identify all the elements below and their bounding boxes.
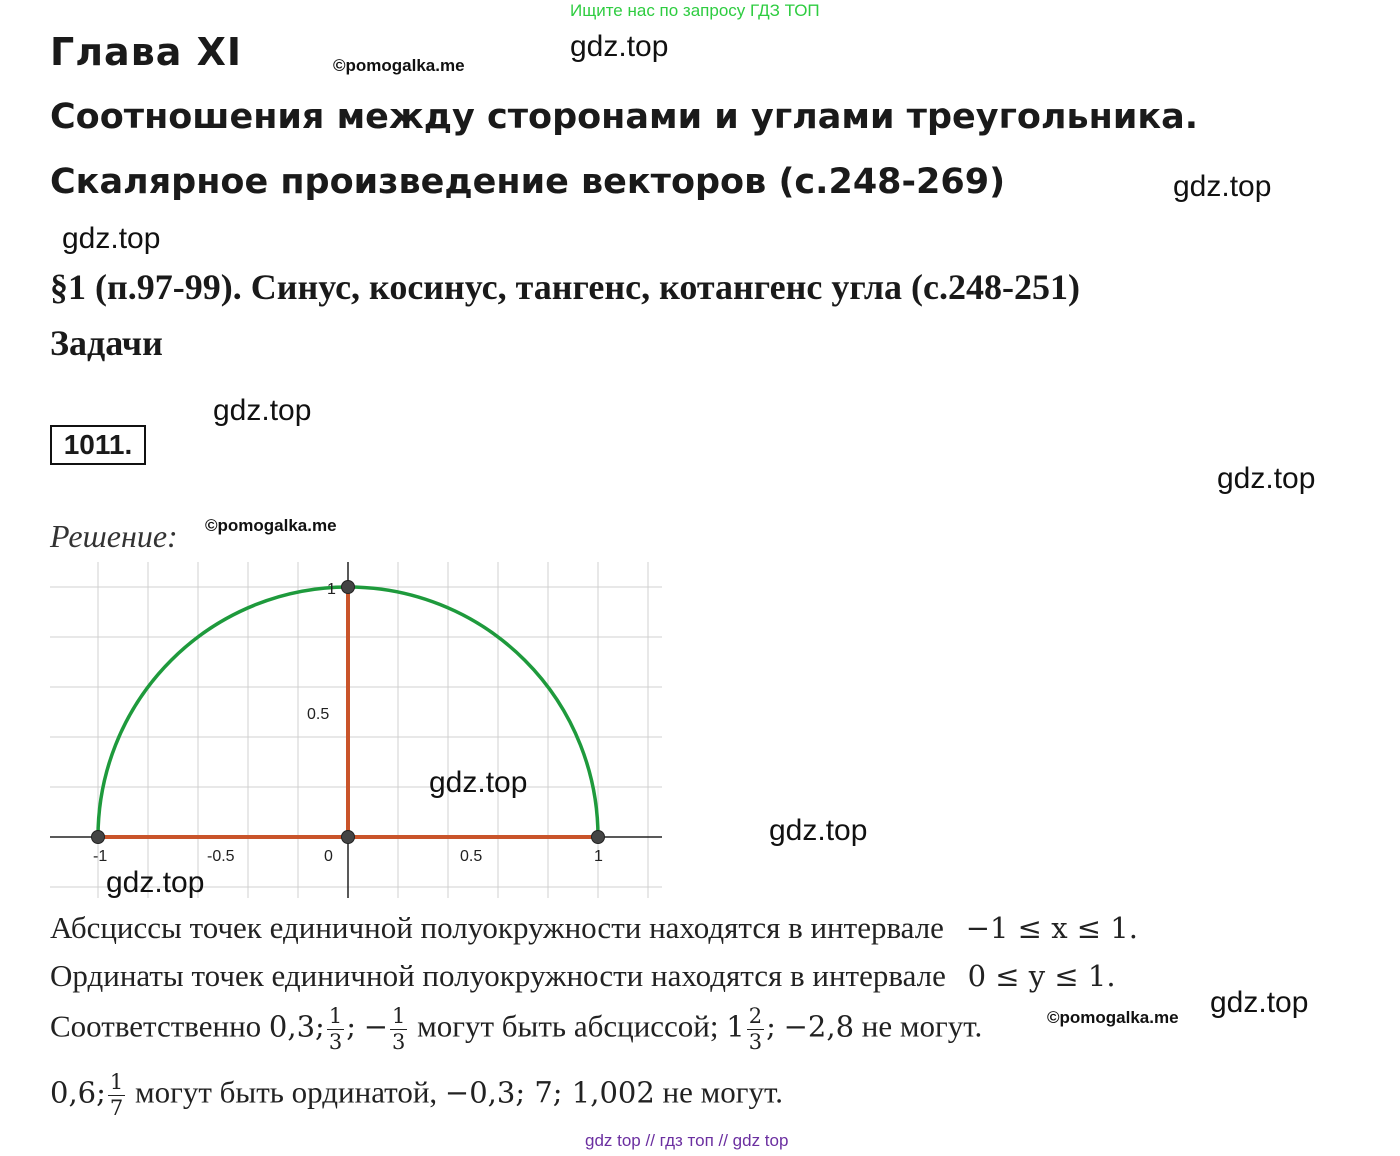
gdz-watermark: gdz.top — [213, 394, 312, 427]
fraction-two-thirds: $\frac{2}{3}$ — [748, 1004, 763, 1054]
chapter-title: Глава XI — [50, 30, 243, 74]
gdz-watermark: gdz.top — [429, 766, 528, 799]
copyright-watermark: ©pomogalka.me — [333, 56, 465, 75]
gdz-watermark: gdz.top — [570, 30, 669, 63]
gdz-watermark: gdz.top — [1210, 986, 1309, 1019]
grid-lines — [50, 562, 662, 898]
gdz-watermark: gdz.top — [106, 866, 205, 899]
tick-label-y-1: 1 — [327, 581, 336, 598]
gdz-watermark: gdz.top — [62, 222, 161, 255]
ordinate-text: Ординаты точек единичной полуокружности находятся в интервале — [50, 958, 946, 993]
ordinate-values-line — [50, 1070, 783, 1121]
gdz-watermark: gdz.top — [1217, 462, 1316, 495]
tick-label-x-1: 1 — [594, 848, 603, 865]
values-not-ordinate: −0,3; 7; 1,002 — [444, 1075, 655, 1110]
copyright-watermark: ©pomogalka.me — [1047, 1008, 1179, 1027]
chapter-subtitle-line2: Скалярное произведение векторов (с.248-269) — [50, 162, 1006, 202]
mixed-whole: 1 — [726, 1009, 745, 1044]
text-accordingly: Соответственно — [50, 1008, 262, 1044]
value-0-3: 0,3; — [268, 1009, 325, 1044]
solution-label: Решение: — [50, 518, 178, 554]
tick-label-y-05: 0.5 — [307, 706, 330, 723]
text-can-be-abscissa: могут быть абсциссой; — [417, 1008, 719, 1044]
fraction-minus-one-third: $\frac{1}{3}$ — [392, 1004, 406, 1054]
text-cannot: не могут. — [861, 1008, 983, 1044]
abscissa-interval: −1 ≤ x ≤ 1. — [965, 911, 1138, 945]
text-cannot: не могут. — [662, 1074, 783, 1110]
gdz-watermark: gdz.top — [1173, 170, 1272, 203]
copyright-watermark: ©pomogalka.me — [205, 516, 337, 535]
tick-label-x-m05: -0.5 — [207, 848, 235, 865]
top-search-note: Ищите нас по запросу ГДЗ ТОП — [570, 1, 820, 20]
abscissa-interval-line — [50, 910, 1138, 946]
tick-label-x-0: 0 — [324, 848, 333, 865]
tick-label-x-05: 0.5 — [460, 848, 483, 865]
unit-semicircle-graph — [50, 562, 662, 898]
point-right — [592, 831, 605, 844]
abscissa-text: Абсциссы точек единичной полуокружности находятся в интервале — [50, 910, 944, 945]
ordinate-interval: 0 ≤ y ≤ 1. — [967, 959, 1116, 993]
fraction-one-third: $\frac{1}{3}$ — [328, 1004, 343, 1054]
separator: ; — [346, 1009, 356, 1044]
gdz-watermark: gdz.top — [769, 814, 868, 847]
problem-number: 1011. — [50, 425, 146, 465]
section-title: §1 (п.97-99). Синус, косинус, тангенс, котангенс угла (с.248-251) — [50, 267, 1080, 307]
abscissa-values-line — [50, 1004, 982, 1055]
value-minus-2-8: −2,8 — [783, 1009, 855, 1044]
footer-note: gdz top // гдз топ // gdz top — [585, 1131, 789, 1150]
tasks-heading: Задачи — [50, 323, 163, 363]
point-left — [92, 831, 105, 844]
text-can-be-ordinate: могут быть ординатой, — [135, 1074, 438, 1110]
point-top — [342, 581, 355, 594]
point-origin — [342, 831, 355, 844]
tick-label-x-m1: -1 — [93, 848, 108, 865]
ordinate-interval-line — [50, 958, 1116, 994]
separator: ; — [766, 1009, 776, 1044]
chapter-subtitle-line1: Соотношения между сторонами и углами треугольника. — [50, 97, 1199, 137]
fraction-one-seventh: $\frac{1}{7}$ — [109, 1070, 124, 1120]
minus-sign: − — [363, 1009, 389, 1044]
value-0-6: 0,6; — [50, 1075, 106, 1110]
